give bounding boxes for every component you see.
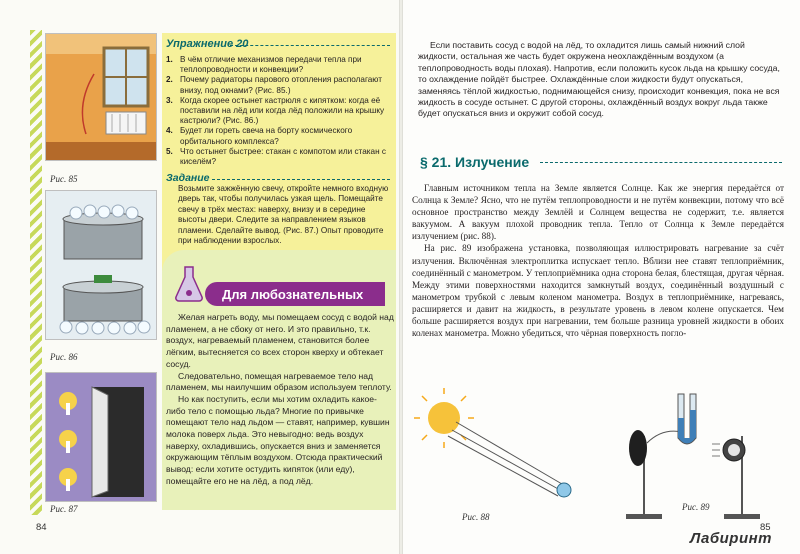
curious-text [166,312,394,488]
flask-icon [174,265,204,303]
exercise-item-number: 2. [166,75,173,85]
labirint-watermark: Лабиринт [690,530,773,547]
figure-89 [626,394,760,519]
section-heading: § 21. Излучение [420,154,530,170]
figure-85 [45,33,157,161]
figure-87 [45,372,157,502]
section-heading-rule [540,162,782,163]
exercise-item-number: 5. [166,146,173,156]
page-number-right: 85 [760,522,771,533]
figure-87-caption: Рис. 87 [50,504,78,514]
main-paragraph: На рис. 89 изображена установка, позволяющая иллюстрировать нагревание за счёт излучения. Включённая электроплитка испускает тепло. Вблизи нее ставят теплоприёмник, соединённый с манометром. У теплоприёмника одна сторона белая, блестящая, другая чёрная. Между этими поверхностями находится замкнутый воздух, соединённый воздушный с манометром трубкой с левым коленом манометра. Воздух в теплоприёмнике, нагреваясь, расширяется и давит на жидкость, в результате уровень в левом колене опускается. Чем больше расширяется воздух при нагревании, тем больше разница уровней жидкости в обоих коленах манометра. Можно убедиться, что чёрная поверхность погло- [412,243,784,339]
exercise-title-rule [230,45,390,46]
exercise-item-number: 1. [166,55,173,64]
exercise-item-number: 3. [166,95,173,105]
curious-paragraph: Следовательно, помещая нагреваемое тело над пламенем, мы наилучшим образом используем теплоту. [166,370,392,393]
task-title: Задание [166,172,210,184]
figure-89-caption: Рис. 89 [682,502,710,512]
curious-title: Для любознательных [222,287,364,302]
exercise-item-text: Будет ли гореть свеча на борту космического орбитального комплекса? [180,126,353,146]
figure-85-caption: Рис. 85 [50,174,78,184]
exercise-item-text: Когда скорее остынет кастрюля с кипятком: когда её поставили на лёд или когда лёд положили на крышку кастрюли? (Рис. 86.) [180,95,385,126]
exercise-item-text: Почему радиаторы парового отопления располагают внизу, под окнами? (Рис. 85.) [180,75,383,95]
curious-paragraph: Но как поступить, если мы хотим охладить какое-либо тело с помощью льда? Многие по привычке помещают тело над льдом — ставят, например, кувшин молока поверх льда. Это невыгодно: ведь воздух наверху, охладившись, опускается вниз и заменяется окружающим тёплым воздухом. Отсюда практический вывод: если хотите остудить кипяток (или еду), помещайте его не на лёд, а под лёд. [166,393,390,486]
exercise-item [166,147,394,167]
exercise-item-number: 4. [166,126,173,136]
exercise-list [166,55,394,167]
exercise-item [166,126,394,146]
page-number-left: 84 [36,522,47,533]
curious-paragraph: Желая нагреть воду, мы помещаем сосуд с водой над пламенем, а не сбоку от него. И это правильно, т.к. воздух, нагреваемый пламенем, становится более лёгким, вытесняется со всех сторон кверху и обтекает сосуд. [166,312,394,369]
task-title-rule [212,179,390,180]
main-text [412,182,784,339]
figures-88-89 [412,388,784,528]
exercise-item [166,96,394,127]
exercise-item [166,55,394,75]
exercise-item [166,75,394,95]
zigzag-border [30,30,42,515]
task-text: Возьмите зажжённую свечу, откройте немного входную дверь так, чтобы получилась узкая щель. Помещайте свечу в трёх местах: наверху, внизу и в середине высоты двери. Следите за направлением языков пламени. Сделайте вывод. (Рис. 87.) Опыт проводите при наблюдении взрослых. [178,184,389,246]
figure-86-caption: Рис. 86 [50,352,78,362]
book-gutter [399,0,403,554]
figure-88-caption: Рис. 88 [462,512,490,522]
figure-86 [45,190,157,340]
intro-text [418,40,780,120]
intro-paragraph: Если поставить сосуд с водой на лёд, то охладится лишь самый нижний слой жидкости, остальная же часть будет окружена неохлаждённым воздухом (а теплопроводность воды плохая). Напротив, если положить кусок льда на крышку сосуда, то охлаждение пойдёт быстрее. Охлаждённые слои жидкости будут опускаться, заменяясь тёплой жидкостью, поднимающейся снизу, происходит конвекция, пока не вся жидкость в сосуде остынет. С другой стороны, охлаждённый воздух вокруг льда также будет опускаться вниз и окружит собой сосуд. [418,40,780,119]
main-paragraph: Главным источником тепла на Земле является Солнце. Как же энергия передаётся от Солнца к Земле? Ясно, что не путём теплопроводности и не путём конвекции, потому что всё основное пространство между Землёй и Солнцем вещества не содержит, т.е. является вакуумом. А вакуум плохой проводник тепла. Тепло от Солнца к Земле передаётся излучением (рис. 88). [412,183,784,242]
exercise-item-text: В чём отличие механизмов передачи тепла при теплопроводности и конвекции? [180,55,362,75]
exercise-item-text: Что остынет быстрее: стакан с компотом или стакан с киселём? [180,146,386,167]
exercise-title: Упражнение 20 [166,38,249,50]
figure-88 [414,388,571,497]
